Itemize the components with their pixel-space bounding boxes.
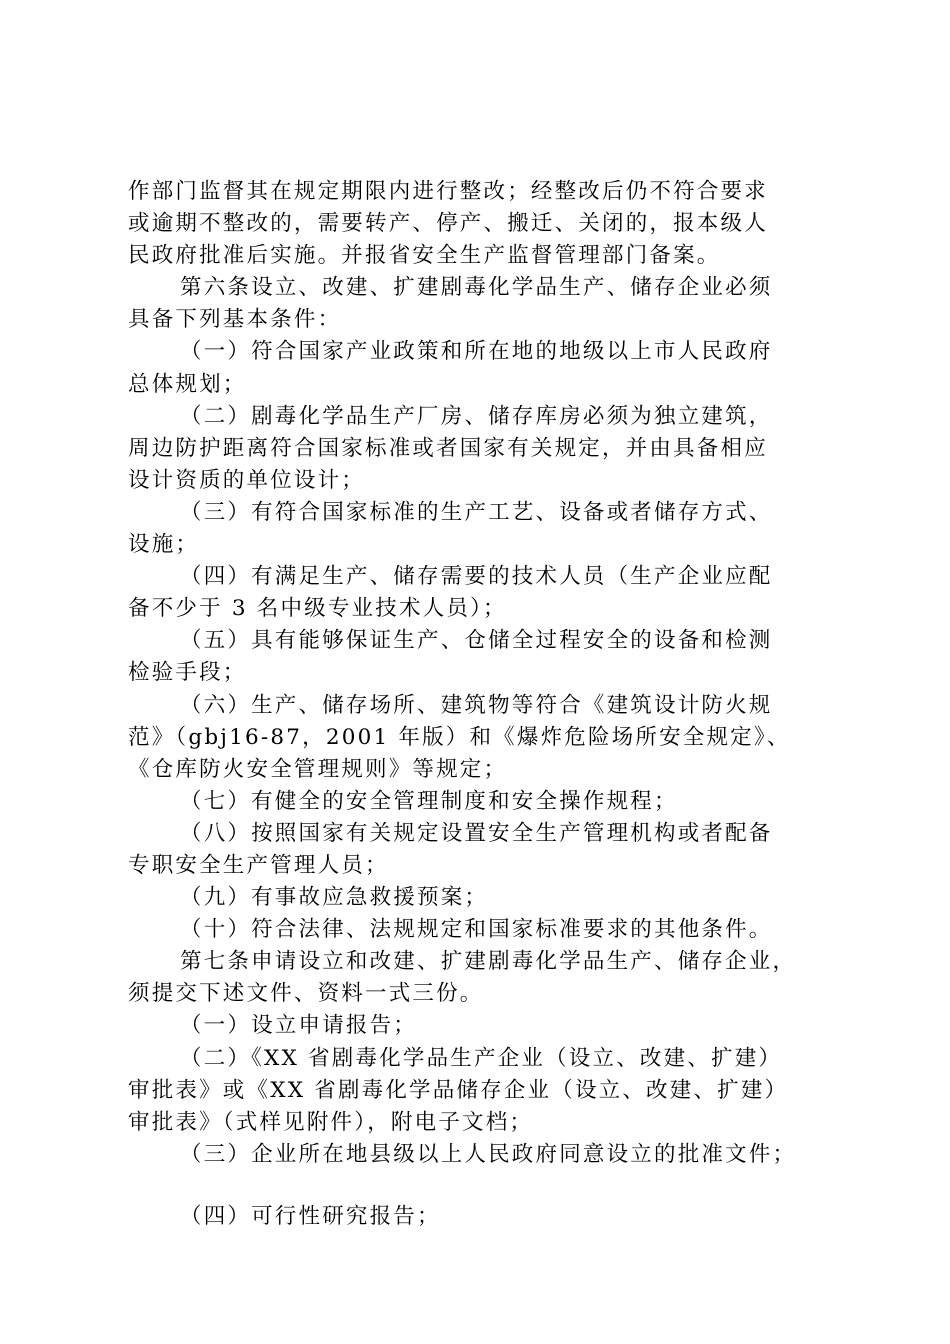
text-line: 须提交下述文件、资料一式三份。 [128,981,484,1007]
text-line: （七）有健全的安全管理制度和安全操作规程； [180,788,678,814]
text-line: （二）剧毒化学品生产厂房、储存库房必须为独立建筑， [180,403,773,429]
text-line: （五）具有能够保证生产、仓储全过程安全的设备和检测 [180,628,773,654]
text-line: 审批表》（式样见附件），附电子文档； [128,1109,534,1135]
text-line: （一）设立申请报告； [180,1013,418,1039]
text-line: 或逾期不整改的，需要转产、停产、搬迁、关闭的，报本级人 [128,211,768,237]
text-line: 范》（gbj16-87，2001 年版）和《爆炸危险场所安全规定》、 [128,724,791,750]
text-line: （八）按照国家有关规定设置安全生产管理机构或者配备 [180,820,773,846]
text-line: （二）《XX 省剧毒化学品生产企业（设立、改建、扩建） [180,1045,783,1071]
text-line: 专职安全生产管理人员； [128,852,389,878]
text-line: （一）符合国家产业政策和所在地的地级以上市人民政府 [180,339,773,365]
text-line: 总体规划； [128,371,247,397]
text-line: 检验手段； [128,660,247,686]
text-line: （三）有符合国家标准的生产工艺、设备或者储存方式、 [180,499,773,525]
text-line: （四）有满足生产、储存需要的技术人员（生产企业应配 [180,564,773,590]
text-line: 备不少于 3 名中级专业技术人员）； [128,596,507,622]
text-line: 周边防护距离符合国家标准或者国家有关规定，并由具备相应 [128,435,768,461]
text-line: （六）生产、储存场所、建筑物等符合《建筑设计防火规 [180,692,773,718]
text-line: 设施； [128,532,200,558]
text-line: 设计资质的单位设计； [128,467,366,493]
text-line: 具备下列基本条件： [128,307,342,333]
text-line: （四）可行性研究报告； [180,1203,441,1229]
document-body [128,176,842,1233]
text-line: （三）企业所在地县级以上人民政府同意设立的批准文件； [180,1141,797,1167]
text-line: （九）有事故应急救援预案； [180,885,489,911]
text-line: 作部门监督其在规定期限内进行整改；经整改后仍不符合要求 [128,179,768,204]
text-line: 《仓库防火安全管理规则》等规定； [128,756,508,782]
text-line: 第六条设立、改建、扩建剧毒化学品生产、储存企业必须 [180,275,773,301]
text-line: （十）符合法律、法规规定和国家标准要求的其他条件。 [180,917,773,943]
text-line: 民政府批准后实施。并报省安全生产监督管理部门备案。 [128,243,721,269]
text-line: 第七条申请设立和改建、扩建剧毒化学品生产、储存企业， [180,949,797,975]
text-line: 审批表》或《XX 省剧毒化学品储存企业（设立、改建、扩建） [128,1077,789,1103]
